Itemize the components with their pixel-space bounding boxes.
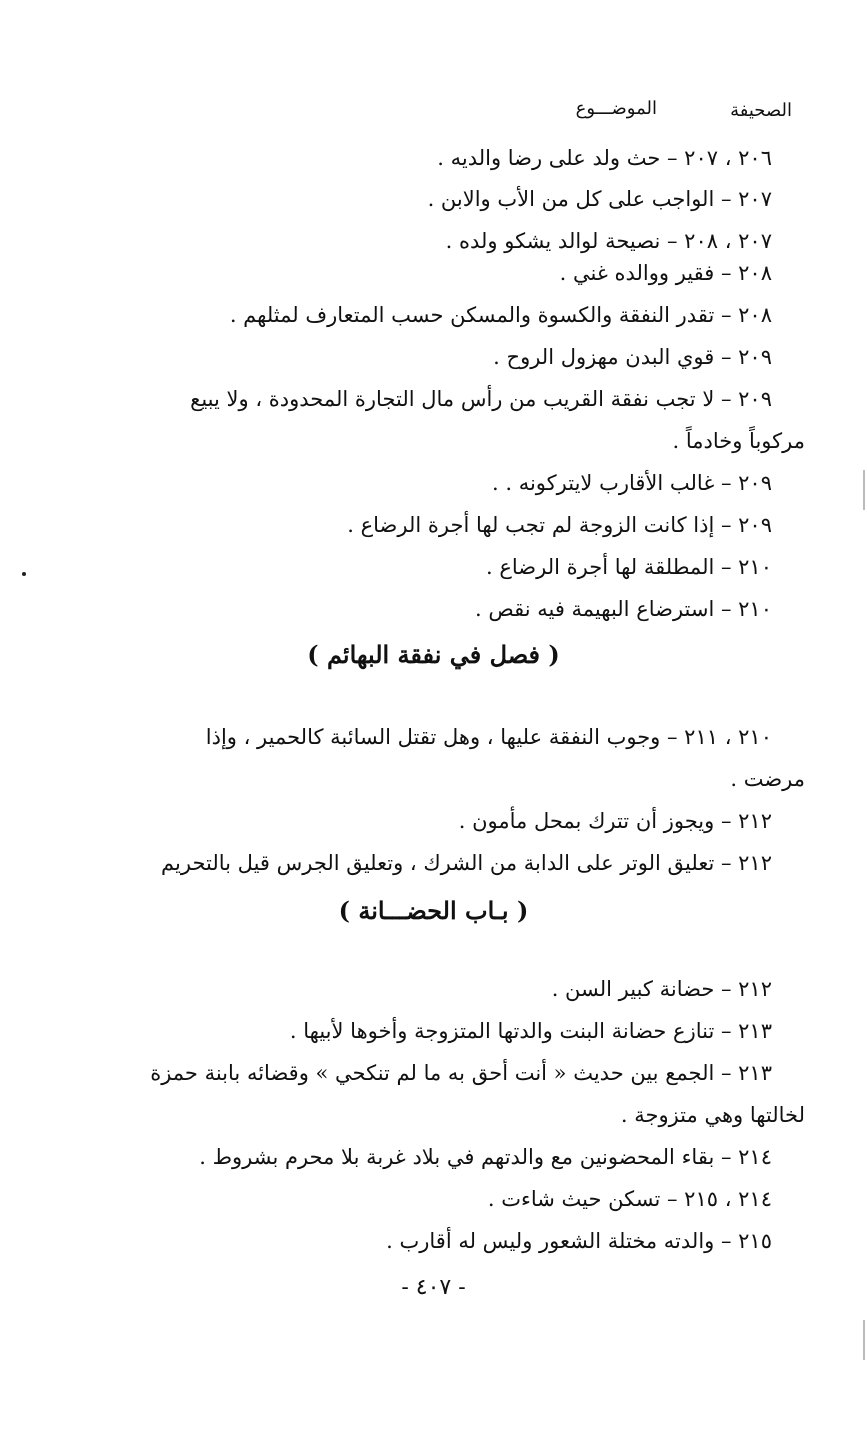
index-entry-continuation: لخالتها وهي متزوجة . (620, 1103, 805, 1127)
index-entry: ٢٠٨ – فقير ووالده غني . (559, 261, 772, 285)
index-entry-long: ٢١٠ ، ٢١١ – وجوب النفقة عليها ، وهل تقتل السائبة كالحمير ، وإذا (205, 725, 772, 749)
index-entry-continuation: مرضت . (730, 767, 805, 791)
index-entry: ٢٠٩ – قوي البدن مهزول الروح . (493, 345, 772, 369)
index-entry: ٢٠٩ – إذا كانت الزوجة لم تجب لها أجرة الرضاع . (347, 513, 772, 537)
scan-speck (22, 572, 26, 576)
header-topic-label: الموضـــوع (575, 98, 657, 119)
header-page-label: الصحيفة (730, 100, 792, 121)
index-entry: ٢٠٧ – الواجب على كل من الأب والابن . (427, 187, 772, 211)
scan-edge-mark (863, 470, 865, 510)
index-entry-long: ٢١٣ – الجمع بين حديث « أنت أحق به ما لم تنكحي » وقضائه بابنة حمزة (150, 1061, 772, 1085)
index-entry: ٢٠٧ ، ٢٠٨ – نصيحة لوالد يشكو ولده . (445, 229, 772, 253)
index-entry: ٢١٣ – تنازع حضانة البنت والدتها المتزوجة وأخوها لأبيها . (289, 1019, 772, 1043)
index-entry: ٢١٠ – المطلقة لها أجرة الرضاع . (486, 555, 772, 579)
index-entry: ٢١٢ – تعليق الوتر على الدابة من الشرك ، وتعليق الجرس قيل بالتحريم (161, 851, 772, 875)
scan-edge-mark (863, 1320, 865, 1360)
index-entry: ٢٠٩ – غالب الأقارب لايتركونه . . (492, 471, 772, 495)
index-entry-long: ٢٠٩ – لا تجب نفقة القريب من رأس مال التجارة المحدودة ، ولا يبيع (190, 387, 772, 411)
section-title: ( بـاب الحضـــانة ) (338, 896, 529, 925)
index-entry: ٢١٢ – حضانة كبير السن . (551, 977, 772, 1001)
index-entry: ٢١٤ ، ٢١٥ – تسكن حيث شاءت . (487, 1187, 772, 1211)
index-entry: ٢٠٨ – تقدر النفقة والكسوة والمسكن حسب المتعارف لمثلهم . (229, 303, 772, 327)
index-entry: ٢١٠ – استرضاع البهيمة فيه نقص . (475, 597, 772, 621)
index-entry: ٢١٥ – والدته مختلة الشعور وليس له أقارب . (386, 1229, 772, 1253)
page-number: - ٤٠٧ - (401, 1275, 466, 1300)
index-entry: ٢٠٦ ، ٢٠٧ – حث ولد على رضا والديه . (437, 146, 772, 170)
index-entry: ٢١٢ – ويجوز أن تترك بمحل مأمون . (458, 809, 772, 833)
section-title: ( فصل في نفقة البهائم ) (307, 640, 560, 669)
index-entry-continuation: مركوباً وخادماً . (672, 429, 805, 453)
index-entry: ٢١٤ – بقاء المحضونين مع والدتهم في بلاد غربة بلا محرم بشروط . (199, 1145, 772, 1169)
